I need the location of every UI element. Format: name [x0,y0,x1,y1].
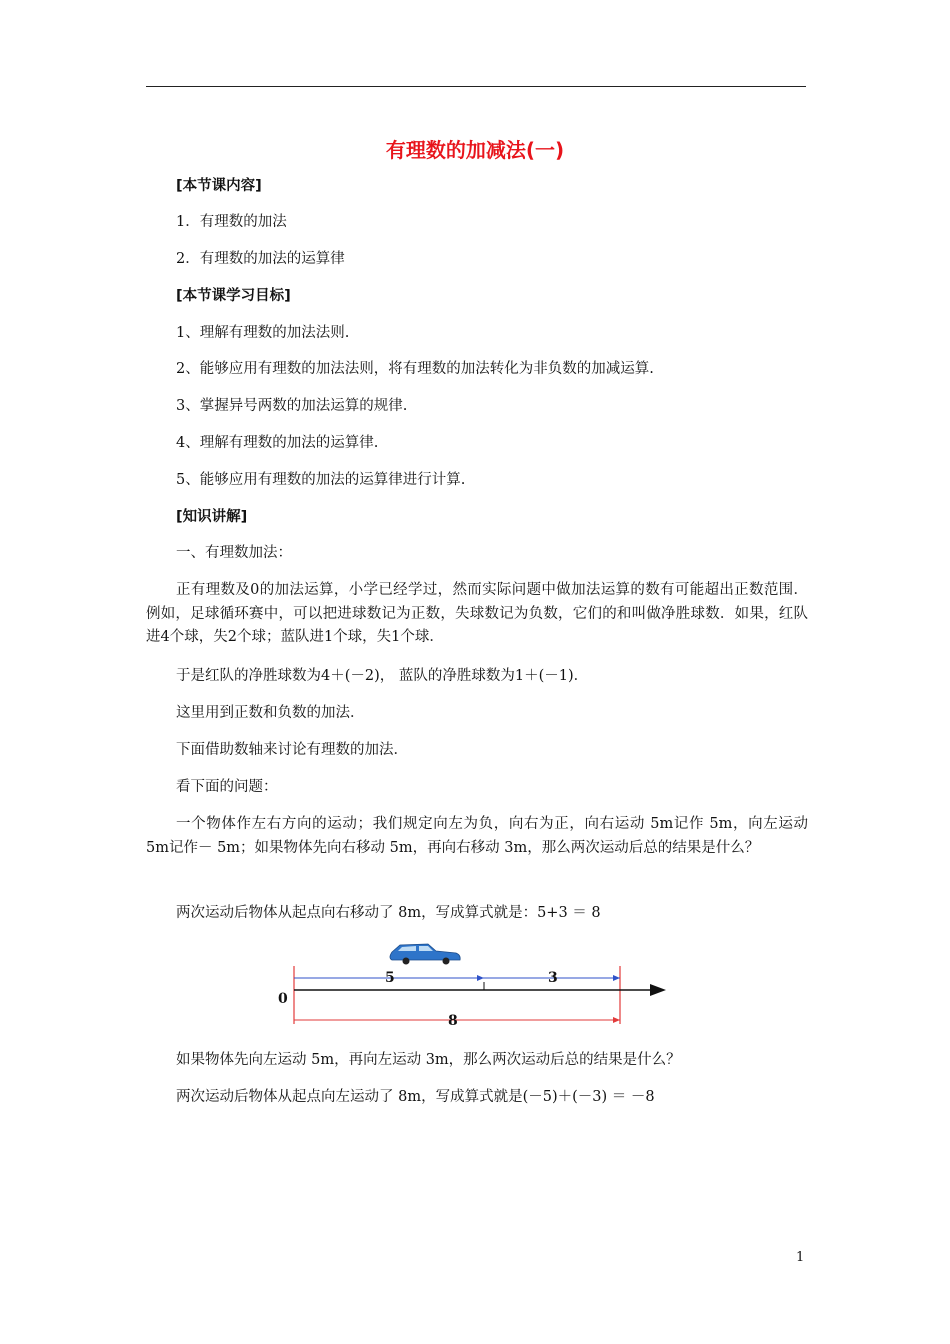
paragraph: 一个物体作左右方向的运动；我们规定向左为负，向右为正，向右运动 5m记作 5m，向左运动 5m记作－ 5m；如果物体先向右移动 5m，再向右移动 3m，那么两次运动后总的结果是什么？ [146,816,808,856]
section-heading-content: [本节课内容] [176,178,262,194]
number-line-diagram [268,938,678,1030]
list-item: 2、能够应用有理数的加法法则，将有理数的加法转化为非负数的加减运算. [176,361,654,377]
list-item: 1．有理数的加法 [176,214,287,230]
axis-arrow [650,984,666,996]
section-heading-goals: [本节课学习目标] [176,288,291,304]
header-rule [146,86,806,87]
subsection-heading: 一、有理数加法： [176,545,292,561]
page-title: 有理数的加减法(一) [385,138,565,162]
paragraph: 如果物体先向左运动 5m，再向左运动 3m，那么两次运动后总的结果是什么？ [176,1052,681,1068]
paragraph: 这里用到正数和负数的加法． [176,705,365,721]
paragraph: 下面借助数轴来讨论有理数的加法． [176,742,408,758]
list-item: 5、能够应用有理数的加法的运算律进行计算. [176,472,466,488]
paragraph: 于是红队的净胜球数为4＋(－2)， 蓝队的净胜球数为1＋(－1)． [176,668,589,684]
list-item: 1、理解有理数的加法法则. [176,325,350,341]
section-heading-knowledge: [知识讲解] [176,509,248,525]
list-item: 3、掌握异号两数的加法运算的规律. [176,398,408,414]
list-item: 4、理解有理数的加法的运算律. [176,435,379,451]
total-move-label: 8 [448,1013,458,1029]
car-icon [390,944,460,965]
first-move-label: 5 [385,970,395,986]
page-number: 1 [796,1250,805,1265]
paragraph: 两次运动后物体从起点向右移动了 8m，写成算式就是：5+3 ＝ 8 [176,905,601,921]
paragraph: 两次运动后物体从起点向左运动了 8m，写成算式就是(－5)＋(－3) ＝ －8 [176,1089,655,1105]
origin-label: 0 [278,991,288,1007]
list-item: 2．有理数的加法的运算律 [176,251,345,267]
paragraph: 正有理数及0的加法运算，小学已经学过，然而实际问题中做加法运算的数有可能超出正数范围．例如，足球循环赛中，可以把进球数记为正数，失球数记为负数，它们的和叫做净胜球数．如果，红队进4个球，失2个球；蓝队进1个球，失1个球． [146,582,808,645]
paragraph: 看下面的问题： [176,779,278,795]
second-move-label: 3 [548,970,558,986]
